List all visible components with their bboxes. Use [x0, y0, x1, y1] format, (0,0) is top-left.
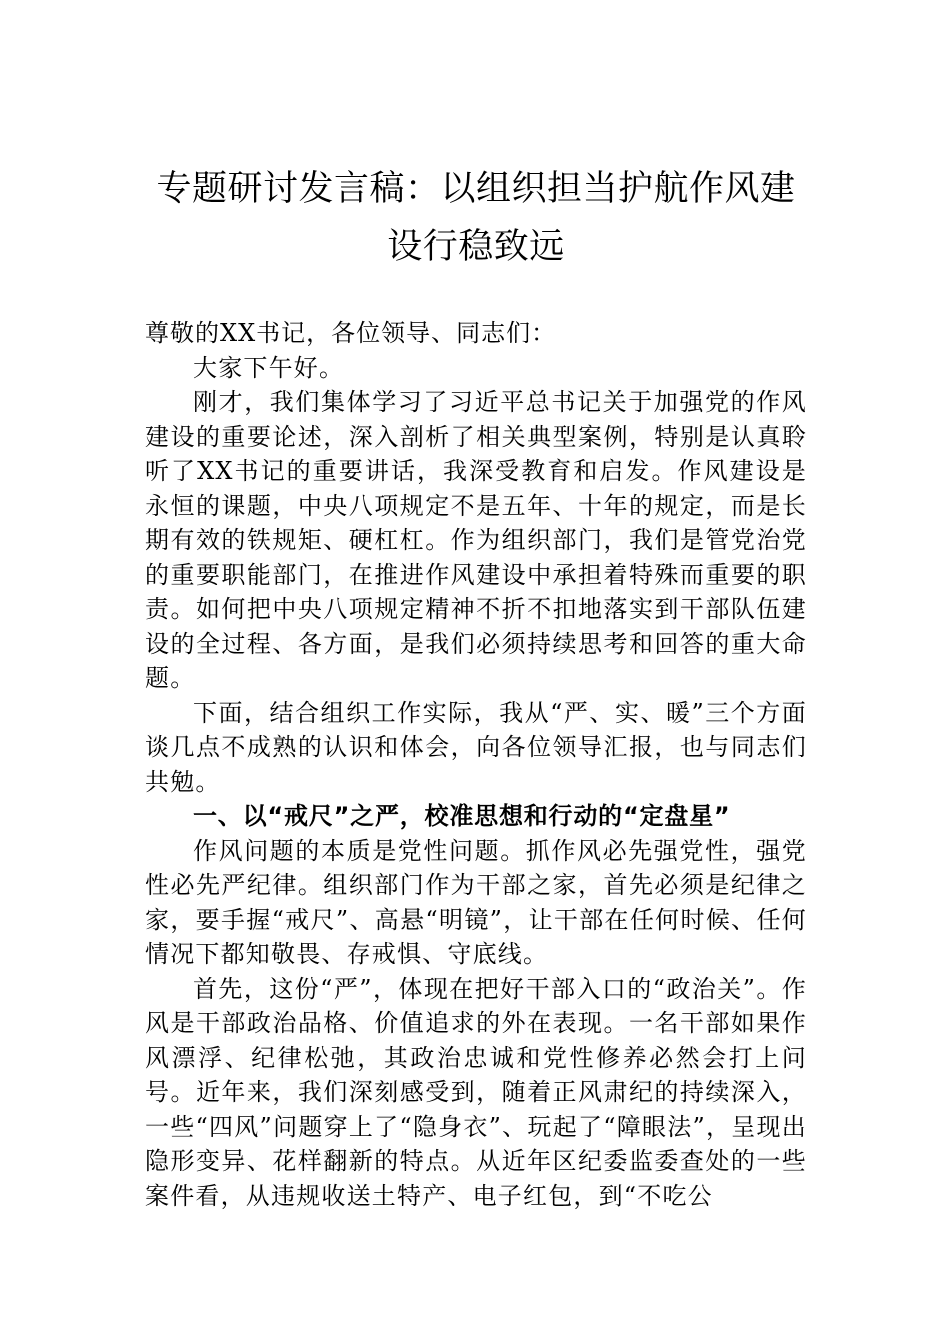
document-body — [145, 316, 807, 1213]
section1-paragraph-1: 作风问题的本质是党性问题。抓作风必先强党性，强党性必先严纪律。组织部门作为干部之家，首先必须是纪律之家，要手握“戒尺”、高悬“明镜”，让干部在任何时候、任何情况下都知敬畏、存戒惧、守底线。 — [145, 836, 807, 968]
paragraph-intro: 刚才，我们集体学习了习近平总书记关于加强党的作风建设的重要论述，深入剖析了相关典型案例，特别是认真聆听了XX书记的重要讲话，我深受教育和启发。作风建设是永恒的课题，中央八项规定不是五年、十年的规定，而是长期有效的铁规矩、硬杠杠。作为组织部门，我们是管党治党的重要职能部门，在推进作风建设中承担着特殊而重要的职责。如何把中央八项规定精神不折不扣地落实到干部队伍建设的全过程、各方面，是我们必须持续思考和回答的重大命题。 — [145, 388, 807, 692]
salutation: 尊敬的XX书记，各位领导、同志们： — [145, 319, 557, 347]
title-line-2: 设行稳致远 — [387, 227, 565, 267]
title-line-1: 专题研讨发言稿：以组织担当护航作风建 — [156, 169, 796, 209]
paragraph-outline: 下面，结合组织工作实际，我从“严、实、暖”三个方面谈几点不成熟的认识和体会，向各位领导汇报，也与同志们共勉。 — [145, 698, 807, 796]
document-page — [145, 160, 807, 1213]
section1-paragraph-2: 首先，这份“严”，体现在把好干部入口的“政治关”。作风是干部政治品格、价值追求的外在表现。一名干部如果作风漂浮、纪律松弛，其政治忠诚和党性修养必然会打上问号。近年来，我们深刻感受到，随着正风肃纪的持续深入，一些“四风”问题穿上了“隐身衣”、玩起了“障眼法”，呈现出隐形变异、花样翻新的特点。从近年区纪委监委查处的一些案件看，从违规收送土特产、电子红包，到“不吃公 — [145, 974, 807, 1210]
section-heading-1: 一、以“戒尺”之严，校准思想和行动的“定盘星” — [193, 802, 731, 830]
document-title — [145, 160, 807, 276]
greeting: 大家下午好。 — [193, 353, 345, 382]
